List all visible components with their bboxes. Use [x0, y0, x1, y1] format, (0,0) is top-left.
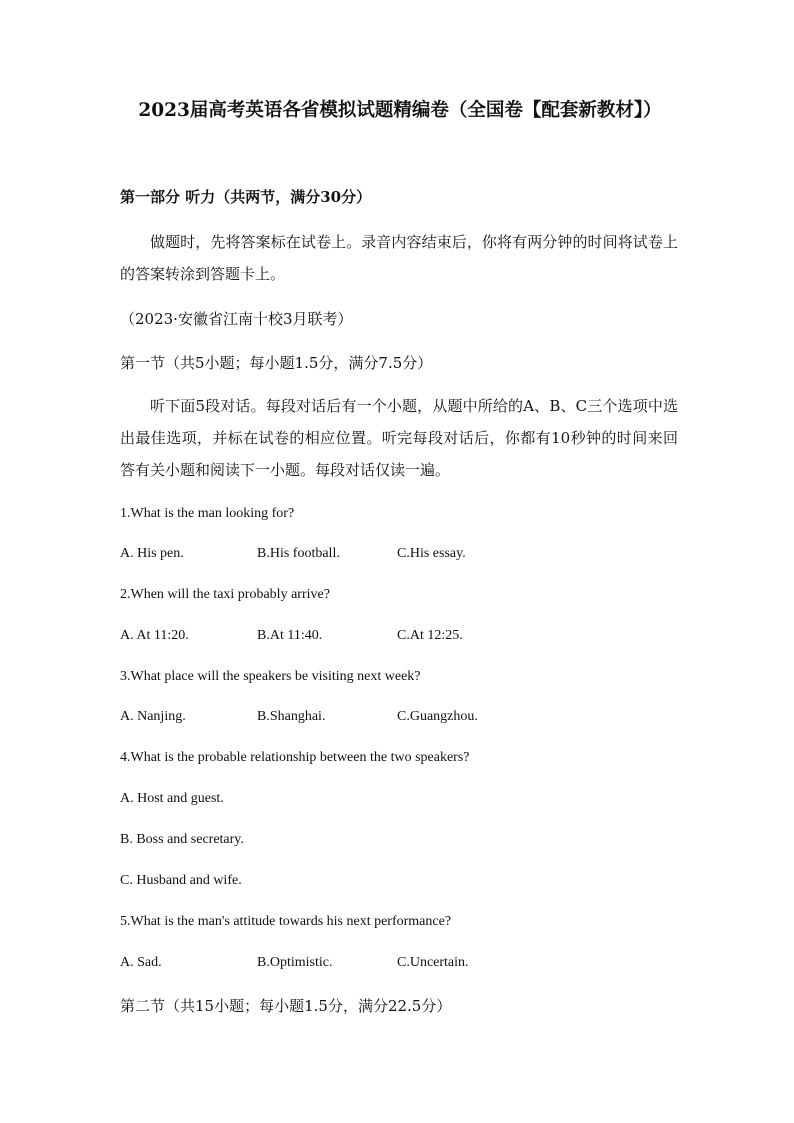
question-4-option-a: A. Host and guest. — [120, 791, 224, 806]
question-5-option-b: B.Optimistic. — [257, 955, 333, 970]
question-4-option-b: B. Boss and secretary. — [120, 832, 244, 847]
question-2-stem: 2.When will the taxi probably arrive? — [120, 587, 330, 602]
question-3-option-a: A. Nanjing. — [120, 709, 186, 724]
source-note: （2023·安徽省江南十校3月联考） — [120, 310, 353, 328]
question-1-option-b: B.His football. — [257, 546, 340, 561]
question-1-option-a: A. His pen. — [120, 546, 184, 561]
section1-heading: 第一节（共5小题；每小题1.5分，满分7.5分） — [120, 354, 433, 372]
part1-heading: 第一部分 听力（共两节，满分30分） — [120, 188, 372, 206]
question-3-option-c: C.Guangzhou. — [397, 709, 478, 724]
question-5-option-a: A. Sad. — [120, 955, 162, 970]
question-2-option-c: C.At 12:25. — [397, 628, 463, 643]
document-title: 2023届高考英语各省模拟试题精编卷（全国卷【配套新教材】） — [138, 100, 662, 121]
section1-instructions: 听下面5段对话。每段对话后有一个小题，从题中所给的A、B、C三个选项中选出最佳选项，并标在试卷的相应位置。听完每段对话后，你都有10秒钟的时间来回答有关小题和阅读下一小题。每段对话仅读一遍。 — [120, 397, 678, 479]
section2-heading: 第二节（共15小题；每小题1.5分，满分22.5分） — [120, 997, 452, 1015]
question-4-stem: 4.What is the probable relationship between the two speakers? — [120, 750, 470, 765]
question-2-option-a: A. At 11:20. — [120, 628, 189, 643]
question-5-stem: 5.What is the man's attitude towards his next performance? — [120, 914, 452, 929]
question-3-stem: 3.What place will the speakers be visiting next week? — [120, 669, 421, 684]
part1-instructions: 做题时，先将答案标在试卷上。录音内容结束后，你将有两分钟的时间将试卷上的答案转涂到答题卡上。 — [120, 233, 678, 283]
question-1-option-c: C.His essay. — [397, 546, 466, 561]
question-4-option-c: C. Husband and wife. — [120, 873, 242, 888]
question-3-option-b: B.Shanghai. — [257, 709, 326, 724]
question-1-stem: 1.What is the man looking for? — [120, 506, 295, 521]
question-2-option-b: B.At 11:40. — [257, 628, 323, 643]
question-5-option-c: C.Uncertain. — [397, 955, 469, 970]
